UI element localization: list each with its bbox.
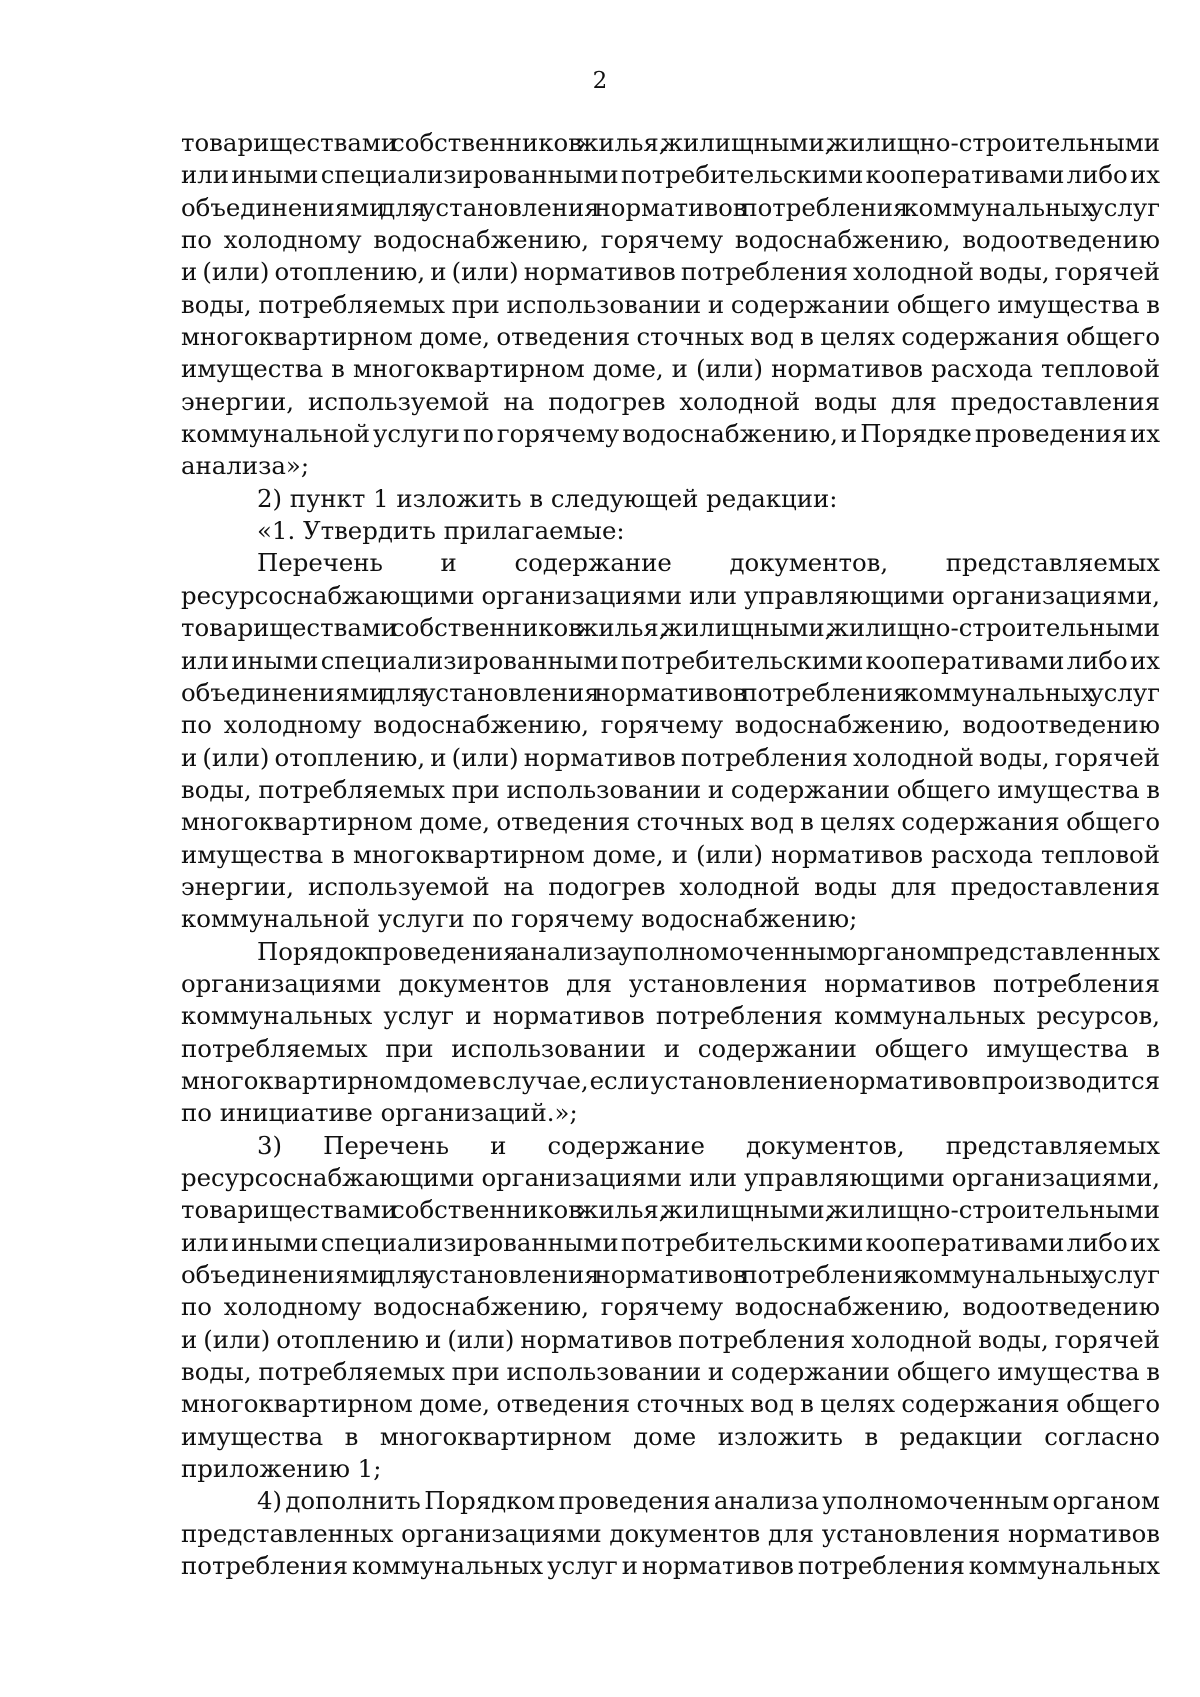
- text-line: ресурсоснабжающими организациями или управляющими организациями,: [181, 1163, 1160, 1192]
- text-line: многоквартирном доме, отведения сточных вод в целях содержания общего: [181, 1389, 1161, 1419]
- text-line: объединениями для установления нормативов потребления коммунальных услуг: [181, 192, 1160, 222]
- text-line: имущества в многоквартирном доме изложить в редакции согласно: [181, 1421, 1160, 1451]
- text-line: и (или) отоплению, и (или) нормативов потребления холодной воды, горячей: [181, 742, 1161, 772]
- text-line: 4) дополнить Порядком проведения анализа уполномоченным органом: [257, 1486, 1161, 1516]
- text-line: анализа»;: [181, 451, 310, 481]
- text-line: воды, потребляемых при использовании и содержании общего имущества в: [181, 774, 1160, 804]
- text-line: «1. Утвердить прилагаемые:: [257, 516, 625, 546]
- text-line: 2) пункт 1 изложить в следующей редакции:: [257, 483, 838, 513]
- text-line: воды, потребляемых при использовании и содержании общего имущества в: [181, 1357, 1160, 1387]
- text-line: энергии, используемой на подогрев холодной воды для предоставления: [181, 871, 1160, 901]
- text-line: или иными специализированными потребительскими кооперативами либо их: [181, 645, 1161, 675]
- text-line: 3) Перечень и содержание документов, представляемых: [257, 1130, 1160, 1160]
- text-line: многоквартирном доме, отведения сточных вод в целях содержания общего: [181, 322, 1161, 352]
- text-line: многоквартирном доме в случае, если установление нормативов производится: [181, 1065, 1160, 1095]
- text-line: приложению 1;: [181, 1454, 382, 1484]
- text-line: многоквартирном доме, отведения сточных вод в целях содержания общего: [181, 807, 1161, 837]
- text-line: Перечень и содержание документов, представляемых: [257, 548, 1160, 578]
- text-line: по холодному водоснабжению, горячему водоснабжению, водоотведению: [181, 710, 1160, 740]
- text-line: представленных организациями документов для установления нормативов: [181, 1518, 1160, 1548]
- text-line: коммунальной услуги по горячему водоснабжению, и Порядке проведения их: [181, 419, 1160, 449]
- text-line: энергии, используемой на подогрев холодной воды для предоставления: [181, 386, 1160, 416]
- text-line: объединениями для установления нормативов потребления коммунальных услуг: [181, 677, 1160, 707]
- text-line: потребляемых при использовании и содержании общего имущества в: [181, 1033, 1160, 1063]
- document-body: [181, 127, 1160, 1582]
- text-line: или иными специализированными потребительскими кооперативами либо их: [181, 1227, 1161, 1257]
- text-line: имущества в многоквартирном доме, и (или) нормативов расхода тепловой: [181, 839, 1160, 869]
- text-line: по инициативе организаций.»;: [181, 1098, 578, 1128]
- text-line: коммунальной услуги по горячему водоснабжению;: [181, 904, 858, 934]
- text-line: имущества в многоквартирном доме, и (или) нормативов расхода тепловой: [181, 354, 1160, 384]
- text-line: товариществами собственников жилья, жилищными, жилищно-строительными: [181, 613, 1160, 643]
- text-line: по холодному водоснабжению, горячему водоснабжению, водоотведению: [181, 1292, 1160, 1322]
- page-number: 2: [592, 68, 608, 94]
- text-line: организациями документов для установления нормативов потребления: [181, 968, 1160, 998]
- text-line: товариществами собственников жилья, жилищными, жилищно-строительными: [181, 1195, 1160, 1225]
- text-line: объединениями для установления нормативов потребления коммунальных услуг: [181, 1260, 1160, 1290]
- text-line: Порядок проведения анализа уполномоченным органом представленных: [257, 936, 1161, 966]
- text-line: ресурсоснабжающими организациями или управляющими организациями,: [181, 580, 1160, 610]
- text-line: товариществами собственников жилья, жилищными, жилищно-строительными: [181, 128, 1160, 157]
- text-line: коммунальных услуг и нормативов потребления коммунальных ресурсов,: [181, 1001, 1160, 1031]
- text-line: и (или) отоплению, и (или) нормативов потребления холодной воды, горячей: [181, 257, 1161, 287]
- text-line: воды, потребляемых при использовании и содержании общего имущества в: [181, 289, 1160, 319]
- text-line: потребления коммунальных услуг и нормативов потребления коммунальных: [181, 1551, 1161, 1581]
- text-line: по холодному водоснабжению, горячему водоснабжению, водоотведению: [181, 225, 1160, 255]
- text-line: и (или) отоплению и (или) нормативов потребления холодной воды, горячей: [181, 1324, 1160, 1354]
- text-line: или иными специализированными потребительскими кооперативами либо их: [181, 160, 1161, 190]
